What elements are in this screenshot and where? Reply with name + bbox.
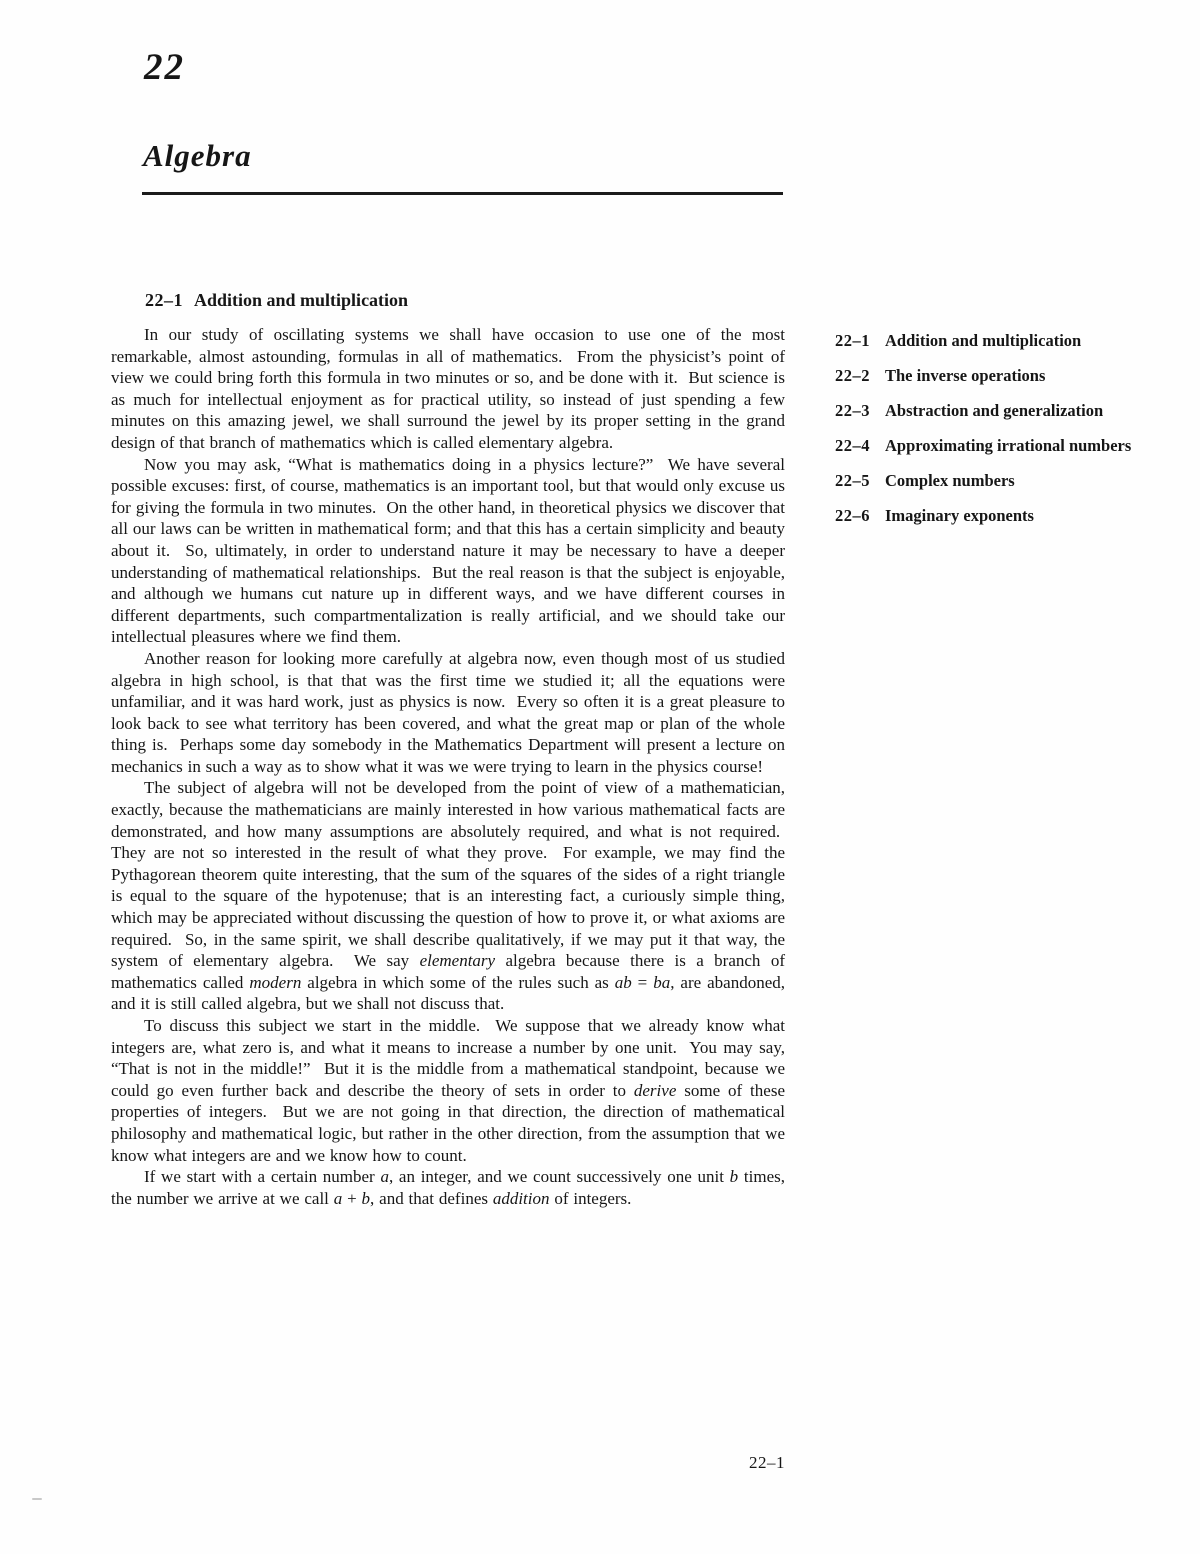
section-heading [111, 289, 785, 311]
text-segment: times, the number we arrive at we call [111, 1167, 785, 1208]
page-number: 22–1 [749, 1453, 785, 1472]
italic-text-segment: a [333, 1188, 343, 1208]
paragraph [111, 777, 785, 1015]
text-segment: , an integer, and we count successively one unit [388, 1167, 730, 1187]
toc-item-label: The inverse operations [885, 366, 1046, 385]
italic-text-segment: b [361, 1188, 371, 1208]
italic-text-segment: addition [492, 1188, 550, 1208]
toc-item-number: 22–6 [835, 506, 870, 525]
italic-text-segment: modern [249, 972, 302, 992]
table-of-contents [835, 330, 1135, 540]
italic-text-segment: elementary [419, 951, 496, 971]
text-segment: , and that defines [370, 1188, 493, 1208]
text-segment: = [631, 972, 654, 992]
toc-item [835, 435, 1135, 457]
text-segment: algebra because there is a branch of mathematics called [111, 951, 785, 992]
section-title: Addition and multiplication [194, 290, 409, 310]
text-segment: Now you may ask, “What is mathematics doing in a physics lecture?” We have several possible excuses: first, of course, mathematics is an important tool, but that would only excuse us for giving the formula in two minutes. On the other hand, in theoretical physics we discover that all our laws can be written in mathematical form; and that this has a certain simplicity and beauty about it. So, ultimately, in order to understand nature it may be necessary to have a deeper understanding of mathematical relationships. But the real reason is that the subject is enjoyable, and although we humans cut nature up in different ways, and we have different courses in different departments, such compartmentalization is really artificial, and we should take our intellectual pleasures where we find them. [111, 454, 785, 647]
toc-item [835, 330, 1135, 352]
paragraph [111, 454, 785, 648]
toc-item [835, 505, 1135, 527]
toc-item-label: Complex numbers [885, 471, 1015, 490]
text-segment: , are abandoned, and it is still called algebra, but we shall not discuss that. [111, 972, 785, 1014]
text-segment: The subject of algebra will not be developed from the point of view of a mathematician, exactly, because the mathematicians are mainly interested in how various mathematical facts are demonstrated, and how many assumptions are absolutely required, and what is not required. They are not so interested in the result of what they prove. For example, we may find the Pythagorean theorem quite interesting, that the sum of the squares of the sides of a right triangle is equal to the square of the hypotenuse; that is an interesting fact, a curiously simple thing, which may be appreciated without discussing the question of how to prove it, or what axioms are required. So, in the same spirit, we shall describe qualitatively, if we may put it that way, the system of elementary algebra. We say [111, 778, 785, 971]
text-segment: Another reason for looking more carefully at algebra now, even though most of us studied algebra in high school, is that that was the first time we studied it; all the equations were unfamiliar, and it was hard work, just as physics is now. Every so often it is a great pleasure to look back to see what territory has been covered, and what the great map or plan of the whole thing is. Perhaps some day somebody in the Mathematics Department will present a lecture on mechanics in such a way as to show what it was we were trying to learn in the physics course! [111, 648, 785, 776]
toc-item-label: Addition and multiplication [885, 331, 1082, 350]
body-paragraphs [111, 324, 785, 1209]
paragraph [111, 1166, 785, 1209]
toc-item-label: Abstraction and generalization [885, 401, 1104, 420]
toc-item-number: 22–1 [835, 331, 870, 350]
toc-item-label: Approximating irrational numbers [885, 436, 1132, 455]
text-segment: If we start with a certain number [144, 1167, 381, 1187]
text-segment: In our study of oscillating systems we shall have occasion to use one of the most remarkable, almost astounding, formulas in all of mathematics. From the physicist’s point of view we could bring forth this formula in two minutes or so, and be done with it. But science is as much for intellectual enjoyment as for practical utility, so instead of just spending a few minutes on this amazing jewel, we shall surround the jewel by its proper setting in the grand design of that branch of mathematics which is called elementary algebra. [111, 325, 785, 452]
toc-item-number: 22–5 [835, 471, 870, 490]
toc-item [835, 400, 1135, 422]
chapter-number: 22 [144, 47, 185, 88]
text-segment: To discuss this subject we start in the middle. We suppose that we already know what integers are, what zero is, and what it means to increase a number by one unit. You may say, “That is not in the middle!” But it is the middle from a mathematical standpoint, because we could go even further back and describe the theory of sets in order to [111, 1016, 785, 1100]
text-segment: + [342, 1188, 362, 1208]
toc-item-number: 22–2 [835, 366, 870, 385]
title-rule-divider [142, 192, 783, 195]
italic-text-segment: a [380, 1167, 389, 1187]
text-segment: some of these properties of integers. But we are not going in that direction, the direction of mathematical philosophy and mathematical logic, but rather in the other direction, from the assumption that we know what integers are and we know how to count. [111, 1080, 785, 1165]
paragraph [111, 324, 785, 454]
main-text-column [111, 289, 785, 1209]
toc-item [835, 365, 1135, 387]
paragraph [111, 648, 785, 778]
text-segment: algebra in which some of the rules such as [301, 972, 615, 992]
italic-text-segment: ba [653, 972, 671, 992]
italic-text-segment: ab [614, 972, 632, 992]
toc-item [835, 470, 1135, 492]
italic-text-segment: derive [633, 1080, 677, 1100]
toc-item-number: 22–3 [835, 401, 870, 420]
paragraph [111, 1015, 785, 1166]
toc-item-label: Imaginary exponents [885, 506, 1034, 525]
italic-text-segment: b [729, 1167, 739, 1187]
chapter-title: Algebra [143, 138, 252, 173]
text-segment: of integers. [549, 1188, 632, 1208]
section-number: 22–1 [145, 290, 183, 310]
scan-artifact-mark [32, 1498, 42, 1500]
toc-item-number: 22–4 [835, 436, 870, 455]
